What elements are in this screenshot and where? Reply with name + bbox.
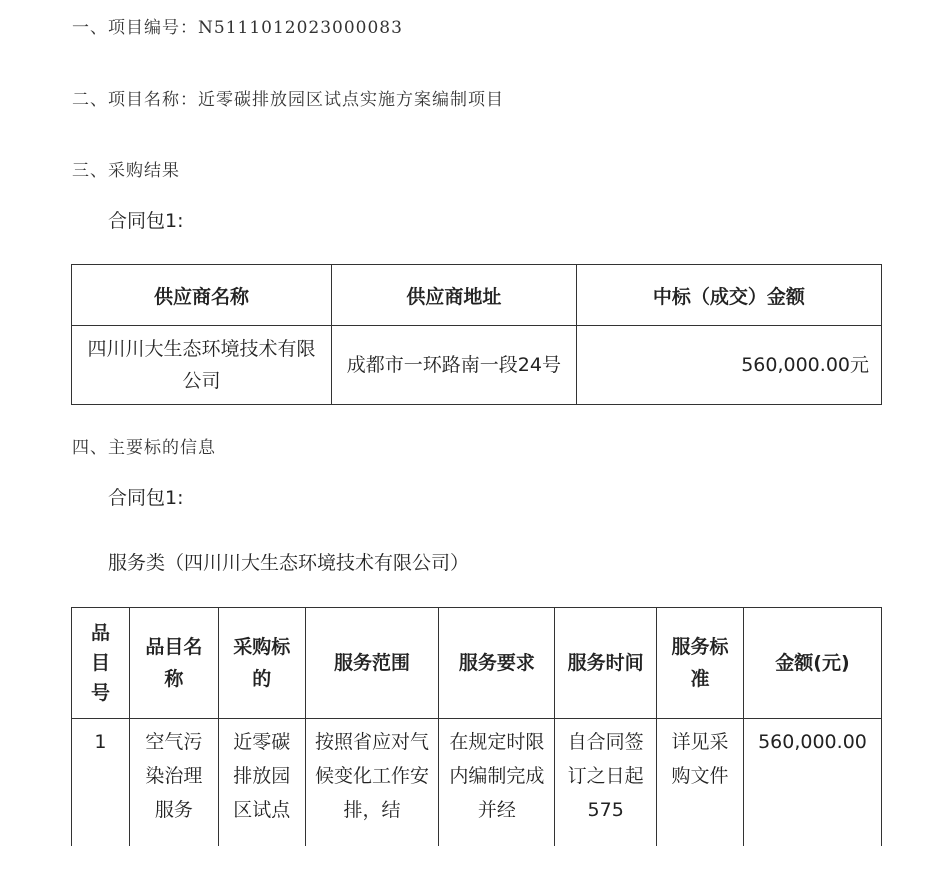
item-service-time: 自合同签订之日起575: [555, 719, 657, 847]
item-table-header: [72, 608, 882, 719]
table-row: [72, 326, 882, 405]
item-scope: 按照省应对气候变化工作安排，结: [305, 719, 439, 847]
supplier-name: [72, 326, 332, 405]
header-requirement: 服务要求: [439, 608, 555, 719]
header-amount: 金额(元): [743, 608, 881, 719]
header-item-no: [72, 608, 130, 719]
header-scope: 服务范围: [305, 608, 439, 719]
header-supplier-name: 供应商名称: [72, 265, 332, 326]
item-requirement: 在规定时限内编制完成并经: [439, 719, 555, 847]
supplier-address: [331, 326, 576, 405]
section-main-items: 四、主要标的信息: [72, 438, 216, 458]
supplier-name-text: 四川川大生态环境技术有限公司: [87, 338, 316, 392]
header-bid-amount: 中标（成交）金额: [576, 265, 881, 326]
supplier-address-text: 成都市一环路南一段24号: [346, 354, 561, 376]
contract-package-label: 合同包1:: [108, 210, 184, 232]
result-table: [71, 264, 882, 405]
header-service-standard: 服务标准: [657, 608, 744, 719]
bid-amount: 560,000.00元: [576, 326, 881, 405]
header-supplier-address: 供应商地址: [331, 265, 576, 326]
result-table-header: [72, 265, 882, 326]
section-procurement-result: 三、采购结果: [72, 161, 180, 181]
table-row: [72, 719, 882, 847]
item-no: 1: [72, 719, 130, 847]
item-table: [71, 607, 882, 846]
item-name: 空气污染治理服务: [129, 719, 218, 847]
item-amount: 560,000.00: [743, 719, 881, 847]
service-category: 服务类（四川川大生态环境技术有限公司）: [108, 552, 470, 574]
project-number: 一、项目编号：N5111012023000083: [72, 18, 403, 38]
header-item-name: 品目名称: [129, 608, 218, 719]
item-service-standard: 详见采购文件: [657, 719, 744, 847]
item-target: 近零碳排放园区试点: [218, 719, 305, 847]
header-item-no-text: 品目号: [90, 622, 110, 704]
header-service-time: 服务时间: [555, 608, 657, 719]
item-table-viewport: [71, 607, 883, 846]
contract-package-label-2: 合同包1:: [108, 487, 184, 509]
project-name: 二、项目名称：近零碳排放园区试点实施方案编制项目: [72, 90, 504, 110]
header-target: 采购标的: [218, 608, 305, 719]
